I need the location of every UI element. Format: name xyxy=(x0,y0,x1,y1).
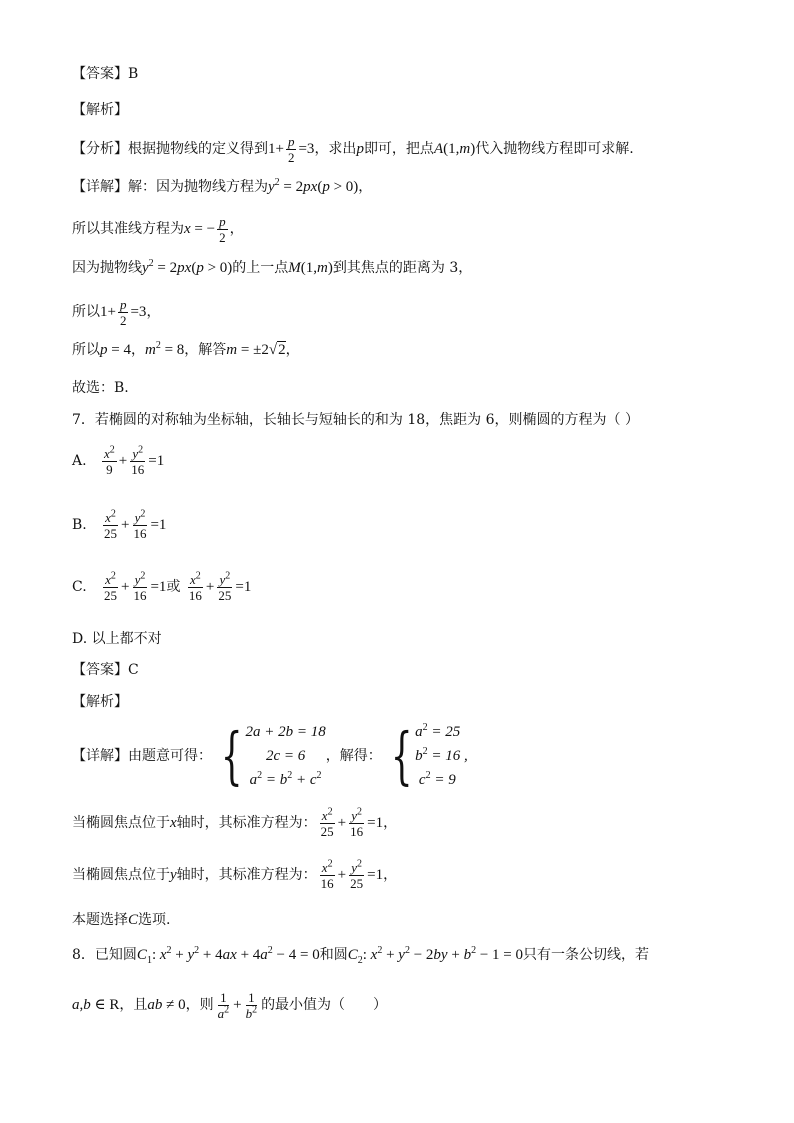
q6-analysis-label: 【解析】 xyxy=(72,102,128,118)
q6-fenxi: 【分析】根据抛物线的定义得到1+ $\frac{p}{2}$ =3，求出p即可，把点A(1,m)代入抛物线方程即可求解. xyxy=(72,134,634,165)
q7-option-c[interactable]: C. $\frac{x^2}{25}$ + $\frac{y^2}{16}$ =1或 $\frac{x^2}{16}$ + $\frac{y^2}{25}$ =1 xyxy=(72,570,252,603)
q7-stem: 7．若椭圆的对称轴为坐标轴，长轴长与短轴长的和为 18，焦距为 6，则椭圆的方程为（ ） xyxy=(72,412,639,428)
q7-conclusion: 本题选择C选项. xyxy=(72,912,171,928)
q7-x-focus: 当椭圆焦点位于x轴时，其标准方程为： $\frac{x^2}{25}$ + $\frac{y^2}{16}$ =1， xyxy=(72,806,398,839)
q6-detail: 【详解】解：因为抛物线方程为$y^2 = 2px(p > 0)$， xyxy=(72,177,373,195)
q7-solution-system: { $a^2 = 25$ $b^2 = 16$ , $c^2 = 9$ xyxy=(390,719,468,792)
q7-analysis-label: 【解析】 xyxy=(72,694,128,710)
q7-option-d[interactable]: D. 以上都不对 xyxy=(72,631,162,647)
q7-system: { 2a + 2b = 18 2c = 6 $a^2 = b^2 + c^2$ xyxy=(220,719,326,792)
q6-directrix: 所以其准线方程为x = − $\frac{p}{2}$ ， xyxy=(72,214,244,245)
q6-equation: 所以1+ $\frac{p}{2}$ =3， xyxy=(72,297,161,328)
q7-option-b[interactable]: B. $\frac{x^2}{25}$ + $\frac{y^2}{16}$ =1 xyxy=(72,508,167,541)
q6-conclusion: 故选：B. xyxy=(72,380,129,396)
q6-solution: 所以p = 4，$m^2 = 8$，解答m = ±2√2， xyxy=(72,340,300,358)
q7-answer: 【答案】C xyxy=(72,662,139,678)
q8-stem: 8．已知圆$C_1$: $x^2 + y^2 + 4ax + 4a^2 - 4 = 0$和圆$C_2$: $x^2 + y^2 - 2by + b^2 - 1 = 0$只有一条公切线，若 xyxy=(72,945,649,966)
q7-y-focus: 当椭圆焦点位于y轴时，其标准方程为： $\frac{x^2}{16}$ + $\frac{y^2}{25}$ =1， xyxy=(72,858,398,891)
q6-point-distance: 因为抛物线$y^2 = 2px(p > 0)$的上一点M(1,m)到其焦点的距离为 3， xyxy=(72,258,473,276)
q8-condition: a,b ∈ R，且ab ≠ 0，则 $\frac{1}{a^2}$ + $\frac{1}{b^2}$ 的最小值为（ ） xyxy=(72,990,388,1021)
q7-detail: 【详解】由题意可得： { 2a + 2b = 18 2c = 6 $a^2 = b^2 + c^2$ ，解得： { $a^2 = 25$ $b^2 = 16$ , $c^2 = 9$ xyxy=(72,719,468,792)
q6-answer: 【答案】B xyxy=(72,66,139,82)
q7-option-a[interactable]: A. $\frac{x^2}{9}$ + $\frac{y^2}{16}$ =1 xyxy=(72,444,165,477)
